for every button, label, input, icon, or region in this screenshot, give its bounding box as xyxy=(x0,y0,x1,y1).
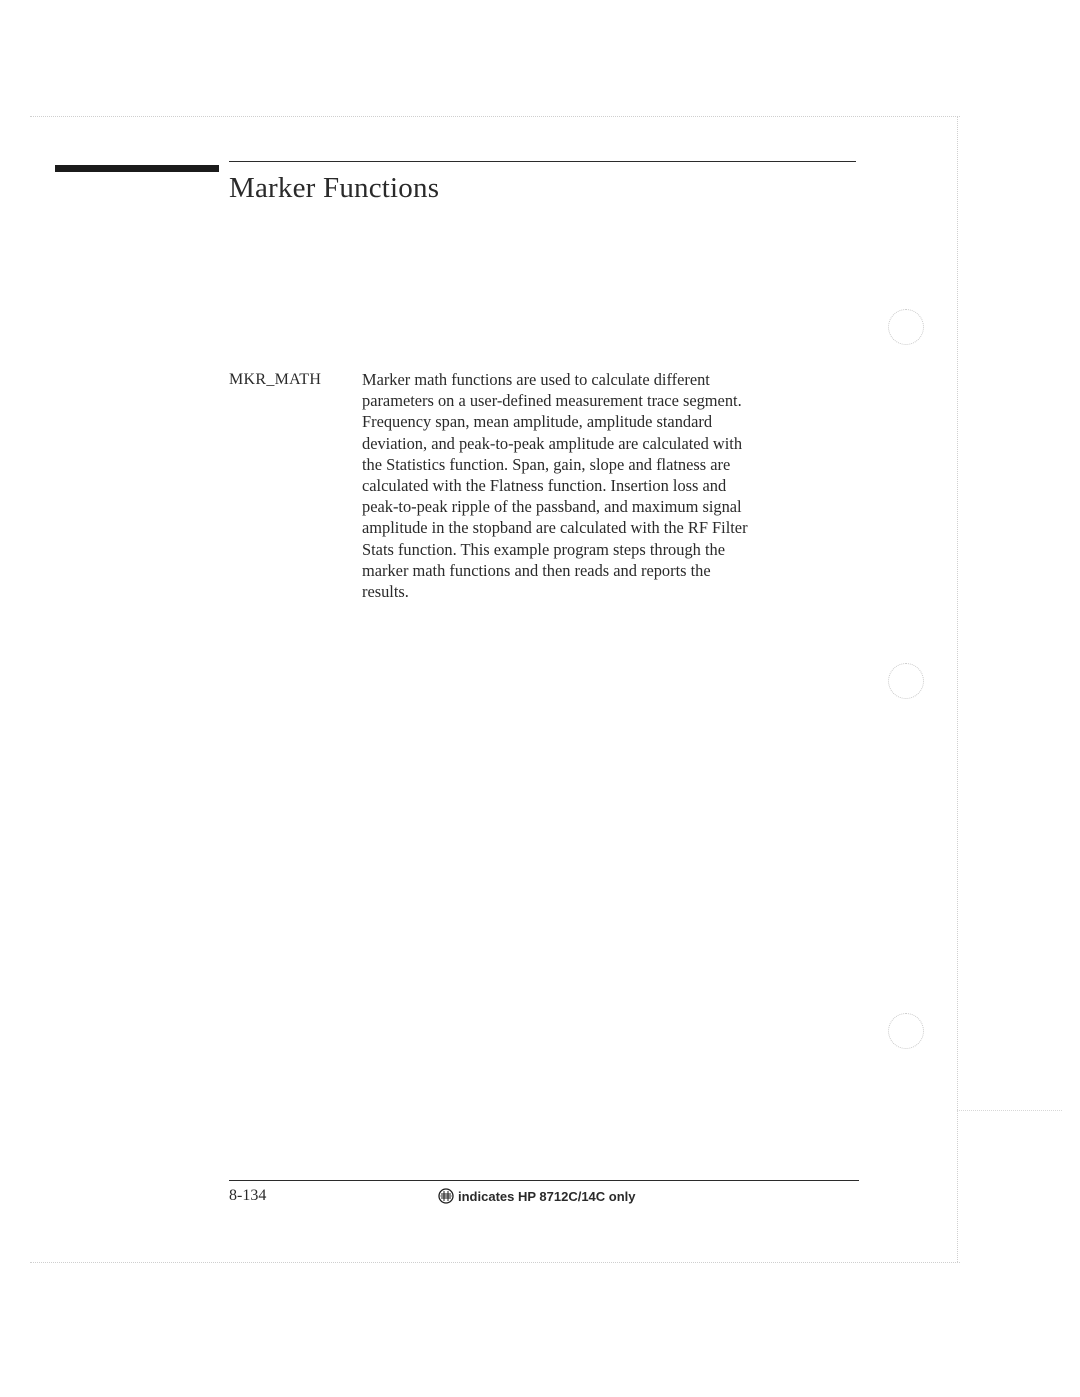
scan-edge-bottom xyxy=(30,1262,960,1263)
description-line: Stats function. This example program steps through the xyxy=(362,539,725,559)
page-number: 8-134 xyxy=(229,1187,267,1204)
entry-term: MKR_MATH xyxy=(229,371,322,388)
description-line: deviation, and peak-to-peak amplitude are calculated with xyxy=(362,433,743,453)
scan-edge-tab xyxy=(957,1110,1062,1111)
description-line: peak-to-peak ripple of the passband, and maximum signal xyxy=(362,497,742,517)
footer-note xyxy=(438,1188,636,1204)
description-line: amplitude in the stopband are calculated with the RF Filter xyxy=(362,518,748,538)
description-line: Frequency span, mean amplitude, amplitude standard xyxy=(362,412,713,432)
description-line: marker math functions and then reads and reports the xyxy=(362,560,711,580)
footer-note-text: indicates HP 8712C/14C only xyxy=(458,1188,636,1204)
binder-hole-top xyxy=(888,309,924,345)
page-title: Marker Functions xyxy=(229,172,440,204)
scan-edge-top xyxy=(30,116,960,117)
scan-edge-right xyxy=(957,116,958,1262)
binder-hole-bottom xyxy=(888,1013,924,1049)
binder-hole-middle xyxy=(888,663,924,699)
hp-logo-icon xyxy=(438,1188,454,1204)
description-line: calculated with the Flatness function. Insertion loss and xyxy=(362,476,727,496)
entry-description xyxy=(362,369,862,602)
description-line: Marker math functions are used to calculate different xyxy=(362,370,710,389)
description-line: the Statistics function. Span, gain, slope and flatness are xyxy=(362,454,731,474)
section-header-bar xyxy=(55,165,219,172)
header-rule xyxy=(229,161,856,162)
footer-rule xyxy=(229,1180,859,1181)
description-line: results. xyxy=(362,582,409,602)
description-line: parameters on a user-defined measurement trace segment. xyxy=(362,391,742,411)
